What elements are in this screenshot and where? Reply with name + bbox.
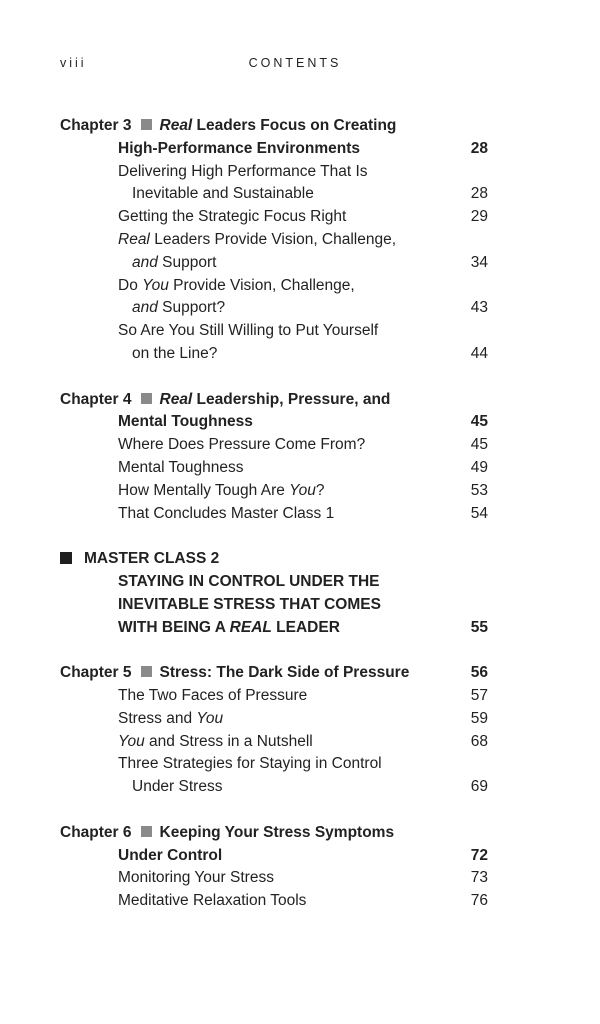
- entry-page: 28: [470, 185, 488, 203]
- entry-page: 43: [470, 299, 488, 317]
- master-class-title-line: INEVITABLE STRESS THAT COMES: [118, 595, 381, 613]
- chapter-4-title: Leadership, Pressure, and: [192, 390, 391, 408]
- square-bullet-icon: [141, 826, 152, 837]
- entry-page: 68: [470, 732, 488, 750]
- toc-entry-continued: [60, 297, 490, 320]
- entry-text: Getting the Strategic Focus Right: [118, 208, 347, 226]
- chapter-5-label: Chapter 5: [60, 664, 132, 682]
- toc-entry: [60, 434, 490, 457]
- chapter-4-heading-line2: [60, 411, 490, 434]
- entry-page: 45: [470, 436, 488, 454]
- entry-text: The Two Faces of Pressure: [118, 686, 308, 704]
- toc-entry: [60, 731, 490, 754]
- entry-text: Three Strategies for Staying in Control: [118, 755, 382, 773]
- entry-page: 73: [470, 869, 488, 887]
- entry-text: Monitoring Your Stress: [118, 869, 274, 887]
- toc-entry: [60, 161, 490, 184]
- entry-text: How Mentally Tough Are: [118, 481, 290, 499]
- entry-text: Support: [157, 253, 217, 271]
- chapter-6-title-line2: Under Control: [118, 846, 223, 864]
- toc-entry: [60, 480, 490, 503]
- entry-text: Do: [118, 276, 143, 294]
- section-gap: [60, 366, 490, 389]
- section-gap: [60, 525, 490, 548]
- entry-page: 57: [470, 686, 488, 704]
- entry-text: Provide Vision, Challenge,: [168, 276, 355, 294]
- master-class-2-title: [60, 594, 490, 617]
- entry-text: Mental Toughness: [118, 458, 244, 476]
- running-title: CONTENTS: [248, 56, 342, 70]
- toc-entry-continued: [60, 343, 490, 366]
- entry-text: ?: [315, 481, 325, 499]
- entry-page: 76: [470, 892, 488, 910]
- entry-page: 54: [470, 504, 488, 522]
- entry-text-em: You: [118, 732, 145, 750]
- toc-entry: [60, 708, 490, 731]
- page-number: viii: [60, 56, 87, 70]
- entry-page: 44: [470, 344, 488, 362]
- entry-text-em: and: [132, 299, 158, 317]
- chapter-6-title: Keeping Your Stress Symptoms: [159, 823, 395, 841]
- chapter-4-title-line2: Mental Toughness: [118, 413, 253, 431]
- master-class-title-line: LEADER: [271, 618, 340, 636]
- entry-text: That Concludes Master Class 1: [118, 504, 335, 522]
- entry-page: 69: [470, 778, 488, 796]
- chapter-5-heading: [60, 662, 490, 685]
- section-gap: [60, 799, 490, 822]
- toc-entry: [60, 457, 490, 480]
- entry-text: and Stress in a Nutshell: [144, 732, 313, 750]
- master-class-2-title: [60, 571, 490, 594]
- toc-entry: [60, 206, 490, 229]
- entry-page: 59: [470, 709, 488, 727]
- master-class-2-label: MASTER CLASS 2: [84, 550, 220, 568]
- toc-entry: [60, 229, 490, 252]
- square-bullet-icon: [60, 552, 72, 564]
- square-bullet-icon: [141, 666, 152, 677]
- table-of-contents: [60, 115, 490, 913]
- chapter-4-heading: [60, 389, 490, 412]
- chapter-4-page: 45: [470, 413, 488, 431]
- entry-text: Support?: [157, 299, 226, 317]
- entry-text-em: You: [196, 709, 224, 727]
- toc-entry-continued: [60, 252, 490, 275]
- square-bullet-icon: [141, 393, 152, 404]
- entry-text-em: Real: [118, 230, 150, 248]
- chapter-6-heading: [60, 822, 490, 845]
- entry-text: Where Does Pressure Come From?: [118, 436, 366, 454]
- toc-entry: [60, 320, 490, 343]
- master-class-title-em: REAL: [229, 618, 272, 636]
- entry-page: 53: [470, 481, 488, 499]
- entry-text-em: You: [289, 481, 316, 499]
- toc-entry: [60, 867, 490, 890]
- chapter-3-heading-line2: [60, 138, 490, 161]
- master-class-title-line: STAYING IN CONTROL UNDER THE: [118, 572, 380, 590]
- entry-text: on the Line?: [132, 344, 218, 362]
- entry-page: 29: [470, 208, 488, 226]
- chapter-3-title-em: Real: [159, 117, 193, 134]
- master-class-2-heading: [60, 548, 490, 571]
- entry-text-em: and: [132, 253, 158, 271]
- chapter-4-label: Chapter 4: [60, 390, 132, 408]
- entry-text: So Are You Still Willing to Put Yourself: [118, 322, 379, 340]
- section-gap: [60, 639, 490, 662]
- chapter-3-title: Leaders Focus on Creating: [192, 117, 397, 134]
- entry-text-em: You: [142, 276, 169, 294]
- entry-text: Meditative Relaxation Tools: [118, 892, 307, 910]
- chapter-3-title-line2: High-Performance Environments: [118, 139, 361, 157]
- toc-entry: [60, 890, 490, 913]
- toc-entry-continued: [60, 183, 490, 206]
- toc-entry: [60, 275, 490, 298]
- chapter-6-heading-line2: [60, 845, 490, 868]
- chapter-3-label: Chapter 3: [60, 117, 132, 134]
- toc-entry: [60, 503, 490, 526]
- entry-text: Leaders Provide Vision, Challenge,: [149, 230, 397, 248]
- entry-text: Inevitable and Sustainable: [132, 185, 314, 203]
- master-class-2-page: 55: [470, 618, 488, 636]
- entry-text: Under Stress: [132, 778, 223, 796]
- entry-text: Stress and: [118, 709, 197, 727]
- toc-entry: [60, 685, 490, 708]
- entry-page: 34: [470, 253, 488, 271]
- chapter-5-title: Stress: The Dark Side of Pressure: [159, 664, 410, 682]
- chapter-6-label: Chapter 6: [60, 823, 132, 841]
- chapter-4-title-em: Real: [159, 390, 193, 408]
- chapter-5-page: 56: [470, 664, 488, 682]
- entry-page: 49: [470, 458, 488, 476]
- master-class-title-line: WITH BEING A: [118, 618, 230, 636]
- toc-entry-continued: [60, 776, 490, 799]
- chapter-3-heading: [60, 115, 490, 138]
- entry-text: Delivering High Performance That Is: [118, 162, 368, 180]
- toc-entry: [60, 753, 490, 776]
- running-header: [60, 56, 490, 74]
- square-bullet-icon: [141, 119, 152, 130]
- chapter-6-page: 72: [470, 846, 488, 864]
- chapter-3-page: 28: [470, 139, 488, 157]
- master-class-2-title: [60, 617, 490, 640]
